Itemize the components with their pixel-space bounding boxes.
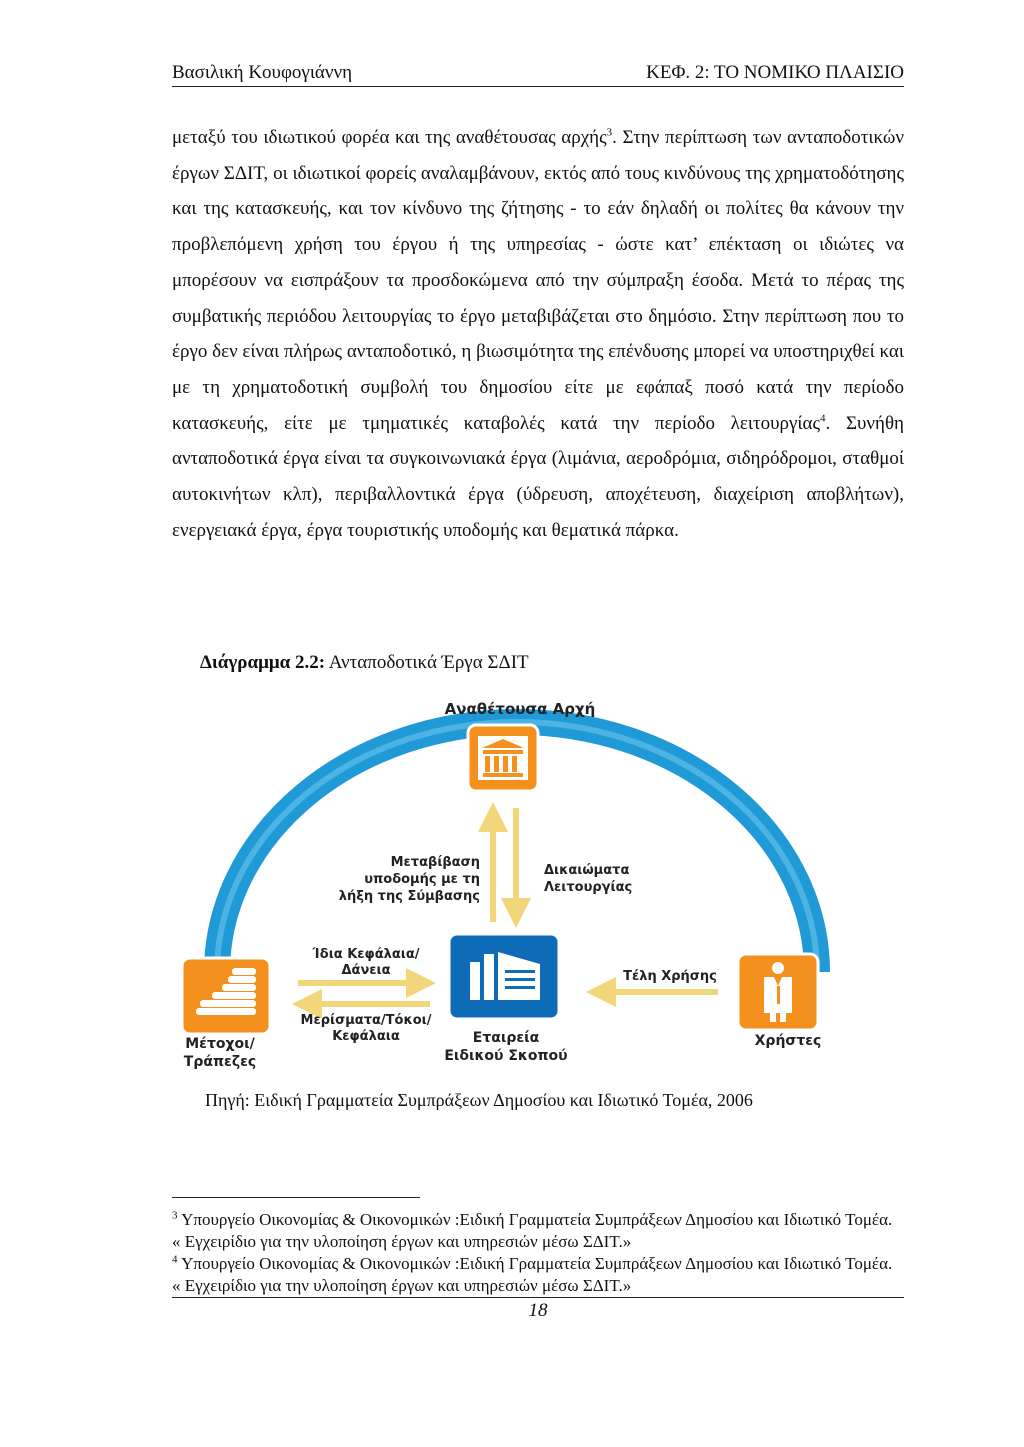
header-author: Βασιλική Κουφογιάννη [172, 62, 353, 83]
equity-label-2: Δάνεια [341, 963, 391, 978]
transfer-label-2: υποδομής με τη [364, 872, 480, 887]
figure-caption [200, 652, 529, 674]
rights-label-2: Λειτουργίας [544, 880, 633, 895]
footnote-divider [172, 1197, 420, 1198]
shareholders-label-1: Μέτοχοι/ [185, 1036, 255, 1052]
rights-label-1: Δικαιώματα [544, 863, 630, 878]
government-building-icon [478, 736, 528, 780]
paragraph-text: . Συνήθη ανταποδοτικά έργα είναι τα συγκοινωνιακά έργα (λιμάνια, αεροδρόμια, σιδηρόδρομοι, σταθμοί αυτοκινήτων κλπ), περιβαλλοντικά έργα (ύδρευση, αποχέτευση, διαχείριση αποβλήτων), ενεργειακά έργα, έργα τουριστικής υποδομής και θεματικά πάρκα. [172, 412, 904, 541]
shareholders-label-2: Τράπεζες [183, 1054, 257, 1070]
bottom-divider [172, 1297, 904, 1298]
page-header [172, 60, 904, 87]
body-text [172, 120, 904, 548]
footnote-4 [172, 1253, 904, 1297]
footnote-number: 3 [172, 1209, 178, 1222]
authority-label: Αναθέτουσα Αρχή [444, 700, 596, 718]
page-number: 18 [528, 1300, 548, 1321]
footnotes [172, 1209, 904, 1297]
caption-text: Ανταποδοτικά Έργα ΣΔΙΤ [328, 652, 529, 673]
users-label: Χρήστες [754, 1033, 822, 1049]
dividends-label-2: Κεφάλαια [332, 1029, 400, 1044]
users-box [738, 954, 818, 1030]
header-chapter: ΚΕΦ. 2: ΤΟ ΝΟΜΙΚΟ ΠΛΑΙΣΙΟ [646, 62, 904, 83]
footnote-ref: 4 [820, 412, 826, 425]
footnote-number: 4 [172, 1253, 178, 1266]
footnote-3 [172, 1209, 904, 1253]
paragraph-text: . Στην περίπτωση των ανταποδοτικών έργων ΣΔΙΤ, οι ιδιωτικοί φορείς αναλαμβάνουν, εκτός από τους κινδύνους της χρηματοδότησης και της κατασκευής, και τον κίνδυνο της ζήτησης - το εάν δηλαδή οι πολίτες θα κάνουν την προβλεπόμενη χρήση του έργου ή της υπηρεσίας - ώστε κατ’ επέκταση οι ιδιώτες να μπορέσουν να εισπράξουν τα προσδοκώμενα από την σύμπραξη έσοδα. Μετά το πέρας της συμβατικής περιόδου λειτουργίας το έργο μεταβιβάζεται στο δημόσιο. Στην περίπτωση που το έργο δεν είναι πλήρως ανταποδοτικό, η βιωσιμότητα της επένδυσης μπορεί να υποστηριχθεί και με τη χρηματοδοτική συμβολή του δημοσίου είτε με εφάπαξ ποσό κατά την περίοδο κατασκευής, είτε με τμηματικές καταβολές κατά την περίοδο λειτουργίας [172, 127, 904, 434]
footnote-ref: 3 [606, 126, 613, 139]
spv-box [449, 934, 559, 1019]
equity-label-1: Ίδια Κεφάλαια/ [312, 947, 420, 962]
figure-source: Πηγή: Ειδική Γραμματεία Συμπράξεων Δημοσίου και Ιδιωτικό Τομέα, 2006 [205, 1090, 753, 1110]
footnote-text: Υπουργείο Οικονομίας & Οικονομικών :Ειδική Γραμματεία Συμπράξεων Δημοσίου και Ιδιωτικό Τομέα. « Εγχειρίδιο για την υλοποίηση έργων και υπηρεσιών μέσω ΣΔΙΤ.» [172, 1210, 893, 1251]
transfer-label-3: λήξη της Σύμβασης [338, 889, 480, 904]
spv-label-1: Εταιρεία [472, 1030, 540, 1046]
transfer-label-1: Μεταβίβαση [390, 855, 480, 870]
user-fees-label: Τέλη Χρήσης [623, 969, 717, 984]
dividends-label-1: Μερίσματα/Τόκοι/ [300, 1013, 432, 1028]
ppp-diagram [170, 690, 870, 1090]
paragraph-text: μεταξύ του ιδιωτικού φορέα και της αναθέτουσας αρχής [172, 127, 607, 148]
spv-label-2: Ειδικού Σκοπού [444, 1048, 568, 1064]
authority-box [468, 725, 538, 791]
footnote-text: Υπουργείο Οικονομίας & Οικονομικών :Ειδική Γραμματεία Συμπράξεων Δημοσίου και Ιδιωτικό Τομέα. « Εγχειρίδιο για την υλοποίηση έργων και υπηρεσιών μέσω ΣΔΙΤ.» [172, 1254, 893, 1295]
shareholders-box [182, 958, 270, 1034]
caption-label: Διάγραμμα 2.2: [200, 652, 326, 673]
paragraph [172, 120, 904, 548]
